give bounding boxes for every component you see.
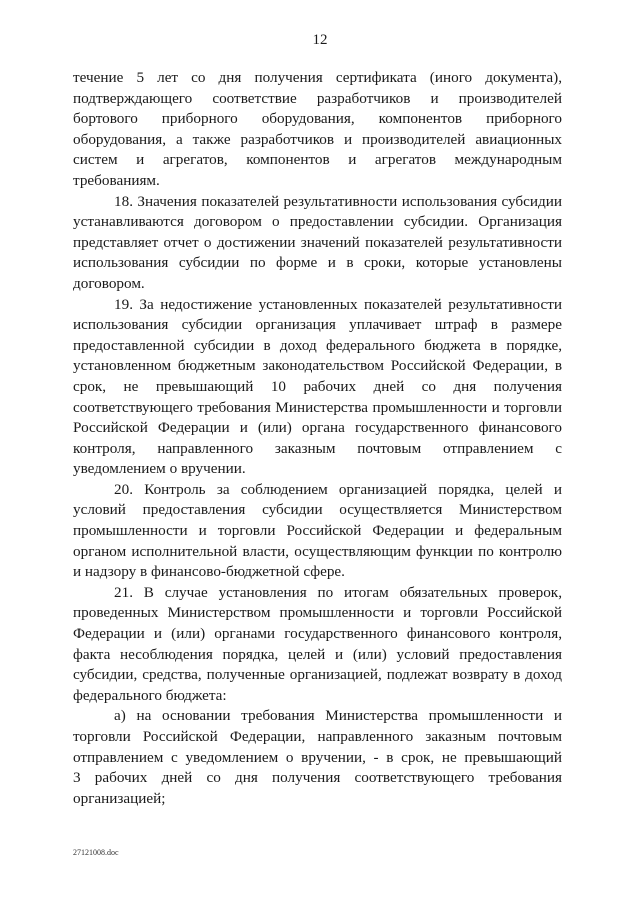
text-line: оборудования, а также разработчиков и производителей авиационных: [73, 130, 562, 148]
text-line: соответствующего требования Министерства промышленности и торговли: [73, 398, 562, 416]
text-line: контроля, направленного заказным почтовым отправлением с: [73, 439, 562, 457]
text-line: требованиям.: [73, 171, 160, 189]
text-line: течение 5 лет со дня получения сертификата (иного документа),: [73, 69, 562, 86]
text-line: отправлением с уведомлением о вручении, - в срок, не превышающий: [73, 748, 562, 766]
text-line: промышленности и торговли Российской Федерации и федеральным: [73, 522, 562, 540]
file-name-footer: 27121008.doc: [73, 848, 119, 857]
text-line: субсидии, средства, полученные организацией, подлежат возврату в доход: [73, 666, 562, 684]
text-line: систем и агрегатов, компонентов и агрегатов международным: [73, 151, 562, 169]
text-line: использования субсидии по форме и в сроки, которые установлены: [73, 254, 562, 272]
text-line: 19. За недостижение установленных показателей результативности: [114, 295, 562, 313]
text-line: Федерации и (или) органами государственного финансового контроля,: [73, 625, 562, 643]
text-line: устанавливаются договором о предоставлении субсидии. Организация: [73, 213, 562, 231]
text-line: факта несоблюдения порядка, целей и (или) условий предоставления: [73, 645, 562, 663]
text-line: предоставленной субсидии в доход федерального бюджета в порядке,: [73, 336, 562, 354]
text-line: 18. Значения показателей результативности использования субсидии: [114, 192, 562, 210]
text-line: организацией;: [73, 789, 166, 807]
text-line: 3 рабочих дней со дня получения соответствующего требования: [73, 769, 562, 787]
text-line: и надзору в финансово-бюджетной сфере.: [73, 563, 345, 581]
text-line: подтверждающего соответствие разработчиков и производителей: [73, 89, 562, 107]
document-body: [73, 68, 562, 809]
text-line: условий предоставления субсидии осуществляется Министерством: [73, 501, 562, 519]
text-line: договором.: [73, 274, 145, 292]
page-number: 12: [312, 32, 328, 48]
text-line: использования субсидии организация уплачивает штраф в размере: [73, 316, 562, 334]
text-line: представляет отчет о достижении значений показателей результативности: [73, 233, 562, 251]
text-line: торговли Российской Федерации, направленного заказным почтовым: [73, 728, 562, 745]
text-line: органом исполнительной власти, осуществляющим функции по контролю: [73, 542, 562, 560]
text-line: бортового приборного оборудования, компонентов приборного: [73, 110, 562, 128]
text-line: проведенных Министерством промышленности и торговли Российской: [73, 604, 562, 622]
text-line: а) на основании требования Министерства промышленности и: [114, 707, 562, 725]
text-line: уведомлением о вручении.: [73, 460, 246, 478]
text-line: 20. Контроль за соблюдением организацией порядка, целей и: [114, 480, 562, 498]
text-line: федерального бюджета:: [73, 686, 227, 704]
text-line: срок, не превышающий 10 рабочих дней со дня получения: [73, 377, 562, 395]
text-line: установленном бюджетным законодательством Российской Федерации, в: [73, 357, 562, 375]
text-line: Российской Федерации и (или) органа государственного финансового: [73, 419, 562, 437]
text-line: 21. В случае установления по итогам обязательных проверок,: [114, 583, 562, 601]
